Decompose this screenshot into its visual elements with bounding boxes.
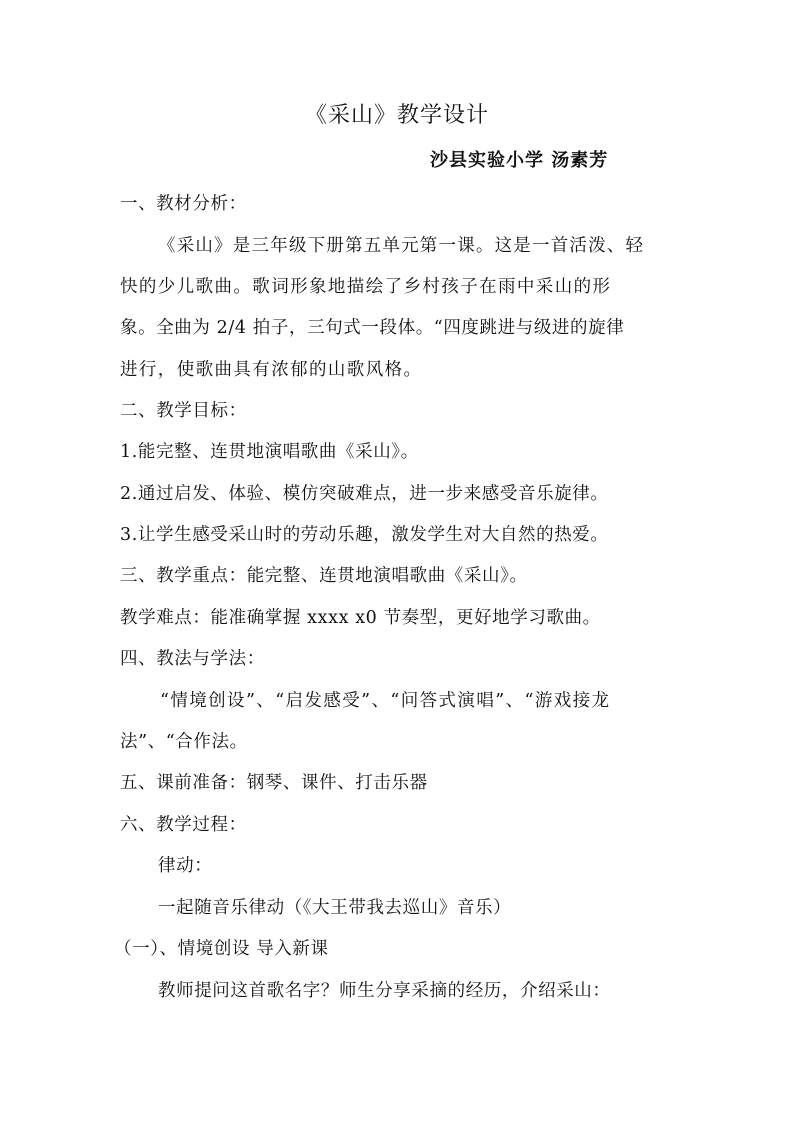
section-heading-methods: 四、教法与学法： xyxy=(120,649,265,669)
section-prep: 五、课前准备：钢琴、课件、打击乐器 xyxy=(120,773,428,793)
section-heading-goals: 二、教学目标： xyxy=(120,401,247,421)
paragraph-line: 进行，使歌曲具有浓郁的山歌风格。 xyxy=(120,360,423,380)
page-title: 《采山》教学设计 xyxy=(304,103,489,128)
author-line: 沙县实验小学 汤素芳 xyxy=(430,150,609,171)
paragraph-line: 法”、“合作法。 xyxy=(120,732,248,752)
paragraph-line: 象。全曲为 2/4 拍子，三句式一段体。“四度跳进与级进的旋律 xyxy=(120,318,625,338)
goal-item: 2.通过启发、体验、模仿突破难点，进一步来感受音乐旋律。 xyxy=(120,484,609,504)
paragraph-line: 《采山》是三年级下册第五单元第一课。这是一首活泼、轻 xyxy=(158,236,645,256)
section-heading-process: 六、教学过程： xyxy=(120,815,247,835)
goal-item: 1.能完整、连贯地演唱歌曲《采山》。 xyxy=(120,442,419,462)
paragraph-line: 快的少儿歌曲。歌词形象地描绘了乡村孩子在雨中采山的形 xyxy=(120,277,612,297)
rhythm-label: 律动： xyxy=(158,856,213,876)
section-key-point: 三、教学重点：能完整、连贯地演唱歌曲《采山》。 xyxy=(120,566,528,586)
section-difficulty: 教学难点：能准确掌握 xxxx x0 节奏型，更好地学习歌曲。 xyxy=(120,608,601,628)
goal-item: 3.让学生感受采山时的劳动乐趣，激发学生对大自然的热爱。 xyxy=(120,525,609,545)
section-heading-analysis: 一、教材分析： xyxy=(120,194,247,214)
rhythm-description: 一起随音乐律动（《大王带我去巡山》音乐） xyxy=(158,898,512,918)
paragraph-line: “情境创设”、“启发感受”、“问答式演唱”、“游戏接龙 xyxy=(160,691,611,711)
step-heading: （一）、情境创设 导入新课 xyxy=(114,939,329,959)
paragraph-line: 教师提问这首歌名字？师生分享采摘的经历，介绍采山： xyxy=(158,981,611,1001)
